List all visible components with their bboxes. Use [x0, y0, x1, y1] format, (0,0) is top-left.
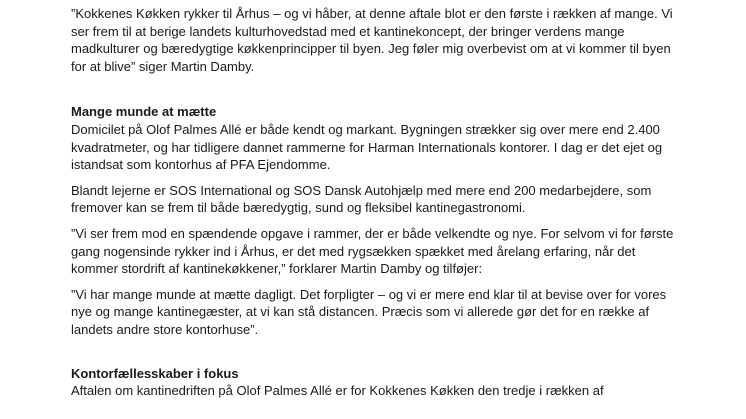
paragraph-lejere: Blandt lejerne er SOS International og SOS Dansk Autohjælp med mere end 200 medarbejdere, som fremover kan se frem til både bæredygtig, sund og fleksibel kantinegastronomi.: [71, 182, 652, 216]
document-page: [71, 0, 681, 400]
quote-paragraph-munde: ”Vi har mange munde at mætte dagligt. Det forpligter – og vi er mere end klar til at bevise over for vores nye og mange kantinegæster, at vi kan stå distancen. Præcis som vi allerede gør det for en række af landets andre store kontorhuse”.: [71, 286, 667, 337]
section-heading-mange-munde: Mange munde at mætte: [71, 104, 217, 120]
paragraph-domicil: Domicilet på Olof Palmes Allé er både kendt og markant. Bygningen strækker sig over mere end 2.400 kvadratmeter, og har tidligere dannet rammerne for Harman Internationals kontorer. I dag er det ejet og istandsat som kontorhus af PFA Ejendomme.: [71, 121, 663, 173]
quote-paragraph-opening: ”Kokkenes Køkken rykker til Århus – og vi håber, at denne aftale blot er den første i rækken af mange. Vi ser frem til at berige landets kulturhovedstad med et kantinekoncept, der bringer verdens mange madkulturer og bæredygtige køkkenprincipper til byen. Jeg føler mig overbevist om at vi kommer til byen for at blive” siger Martin Damby.: [71, 6, 673, 74]
quote-paragraph-opgave: ”Vi ser frem mod en spændende opgave i rammer, der er både velkendte og nye. For selvom vi for første gang nogensinde rykker ind i Århus, er det med rygsækken spækket med årelang erfaring, når det kommer stordrift af kantinekøkkener,” forklarer Martin Damby og tilføjer:: [71, 225, 674, 277]
section-heading-kontorfaellesskaber: Kontorfællesskaber i fokus: [71, 365, 239, 381]
paragraph-aftalen: Aftalen om kantinedriften på Olof Palmes Allé er for Kokkenes Køkken den tredje i rækken af: [71, 383, 604, 399]
